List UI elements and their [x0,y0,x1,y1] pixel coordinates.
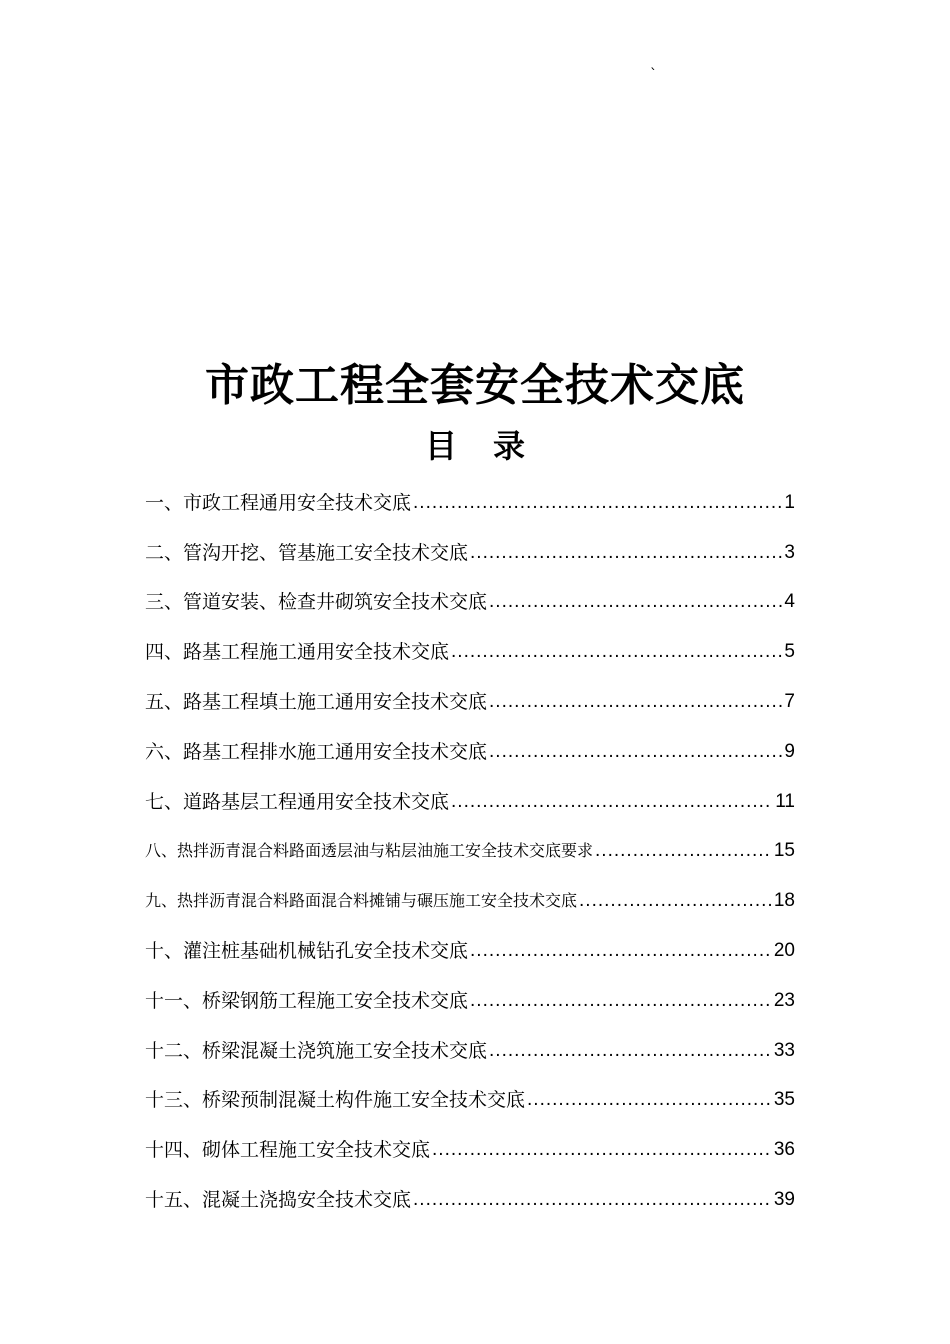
toc-page-number: 35 [773,1089,795,1111]
toc-entry[interactable] [145,827,795,877]
toc-leader-dots [451,790,773,814]
toc-leader-dots [527,1088,772,1112]
toc-entry-label: 九、热拌沥青混合料路面混合料摊铺与碾压施工安全技术交底 [145,891,578,911]
toc-leader-dots [470,939,772,963]
toc-entry-label: 十三、桥梁预制混凝土构件施工安全技术交底 [145,1089,526,1112]
toc-entry-label: 十一、桥梁钢筋工程施工安全技术交底 [145,989,469,1012]
toc-entry-label: 一、市政工程通用安全技术交底 [145,491,412,514]
toc-entry-label: 十二、桥梁混凝土浇筑施工安全技术交底 [145,1039,488,1062]
toc-leader-dots [432,1138,772,1162]
corner-mark: ` [650,67,657,83]
toc-entry[interactable] [145,876,795,926]
toc-page-number: 23 [773,989,795,1011]
toc-page-number: 36 [773,1139,795,1161]
toc-entry-label: 二、管沟开挖、管基施工安全技术交底 [145,541,469,564]
toc-entry-label: 十、灌注桩基础机械钻孔安全技术交底 [145,940,469,963]
toc-heading-char-2: 录 [493,427,526,465]
toc-entry-label: 八、热拌沥青混合料路面透层油与粘层油施工安全技术交底要求 [145,841,594,861]
toc-leader-dots [489,1039,772,1063]
toc-entry[interactable] [145,727,795,777]
document-title: 市政工程全套安全技术交底 [205,360,745,411]
toc-entry-label: 四、路基工程施工通用安全技术交底 [145,641,450,664]
toc-leader-dots [451,640,782,664]
toc-page-number: 7 [784,691,795,713]
toc-page-number: 20 [773,940,795,962]
toc-page-number: 3 [784,541,795,563]
toc-page-number: 5 [784,641,795,663]
toc-entry-label: 六、路基工程排水施工通用安全技术交底 [145,740,488,763]
toc-page-number: 18 [773,890,795,912]
toc-leader-dots [470,989,772,1013]
toc-leader-dots [489,590,782,614]
toc-heading-char-1: 目 [424,427,457,465]
toc-leader-dots [489,740,782,764]
toc-page-number: 15 [773,840,795,862]
toc-entry[interactable] [145,1026,795,1076]
toc-page-number: 39 [773,1189,795,1211]
toc-entry-label: 十五、混凝土浇捣安全技术交底 [145,1189,412,1212]
toc-leader-dots [579,889,772,913]
toc-page-number: 4 [784,591,795,613]
toc-entry[interactable] [145,976,795,1026]
toc-entry[interactable] [145,1125,795,1175]
toc-heading [0,426,950,466]
toc-page-number: 11 [775,790,795,812]
toc-entry[interactable] [145,1076,795,1126]
toc-page-number: 33 [773,1039,795,1061]
toc-entry-label: 十四、砌体工程施工安全技术交底 [145,1139,431,1162]
toc-page-number: 9 [784,740,795,762]
toc-leader-dots [595,839,772,863]
toc-leader-dots [413,1188,772,1212]
table-of-contents [145,478,795,1225]
toc-entry[interactable] [145,528,795,578]
toc-leader-dots [470,541,782,565]
toc-entry[interactable] [145,1175,795,1225]
toc-page-number: 1 [784,491,795,513]
toc-entry[interactable] [145,777,795,827]
toc-entry[interactable] [145,627,795,677]
toc-entry-label: 五、路基工程填土施工通用安全技术交底 [145,691,488,714]
toc-leader-dots [489,690,782,714]
toc-entry[interactable] [145,677,795,727]
toc-entry[interactable] [145,478,795,528]
toc-leader-dots [413,491,782,515]
toc-entry-label: 三、管道安装、检查井砌筑安全技术交底 [145,591,488,614]
toc-entry-label: 七、道路基层工程通用安全技术交底 [145,790,450,813]
toc-entry[interactable] [145,578,795,628]
toc-entry[interactable] [145,926,795,976]
